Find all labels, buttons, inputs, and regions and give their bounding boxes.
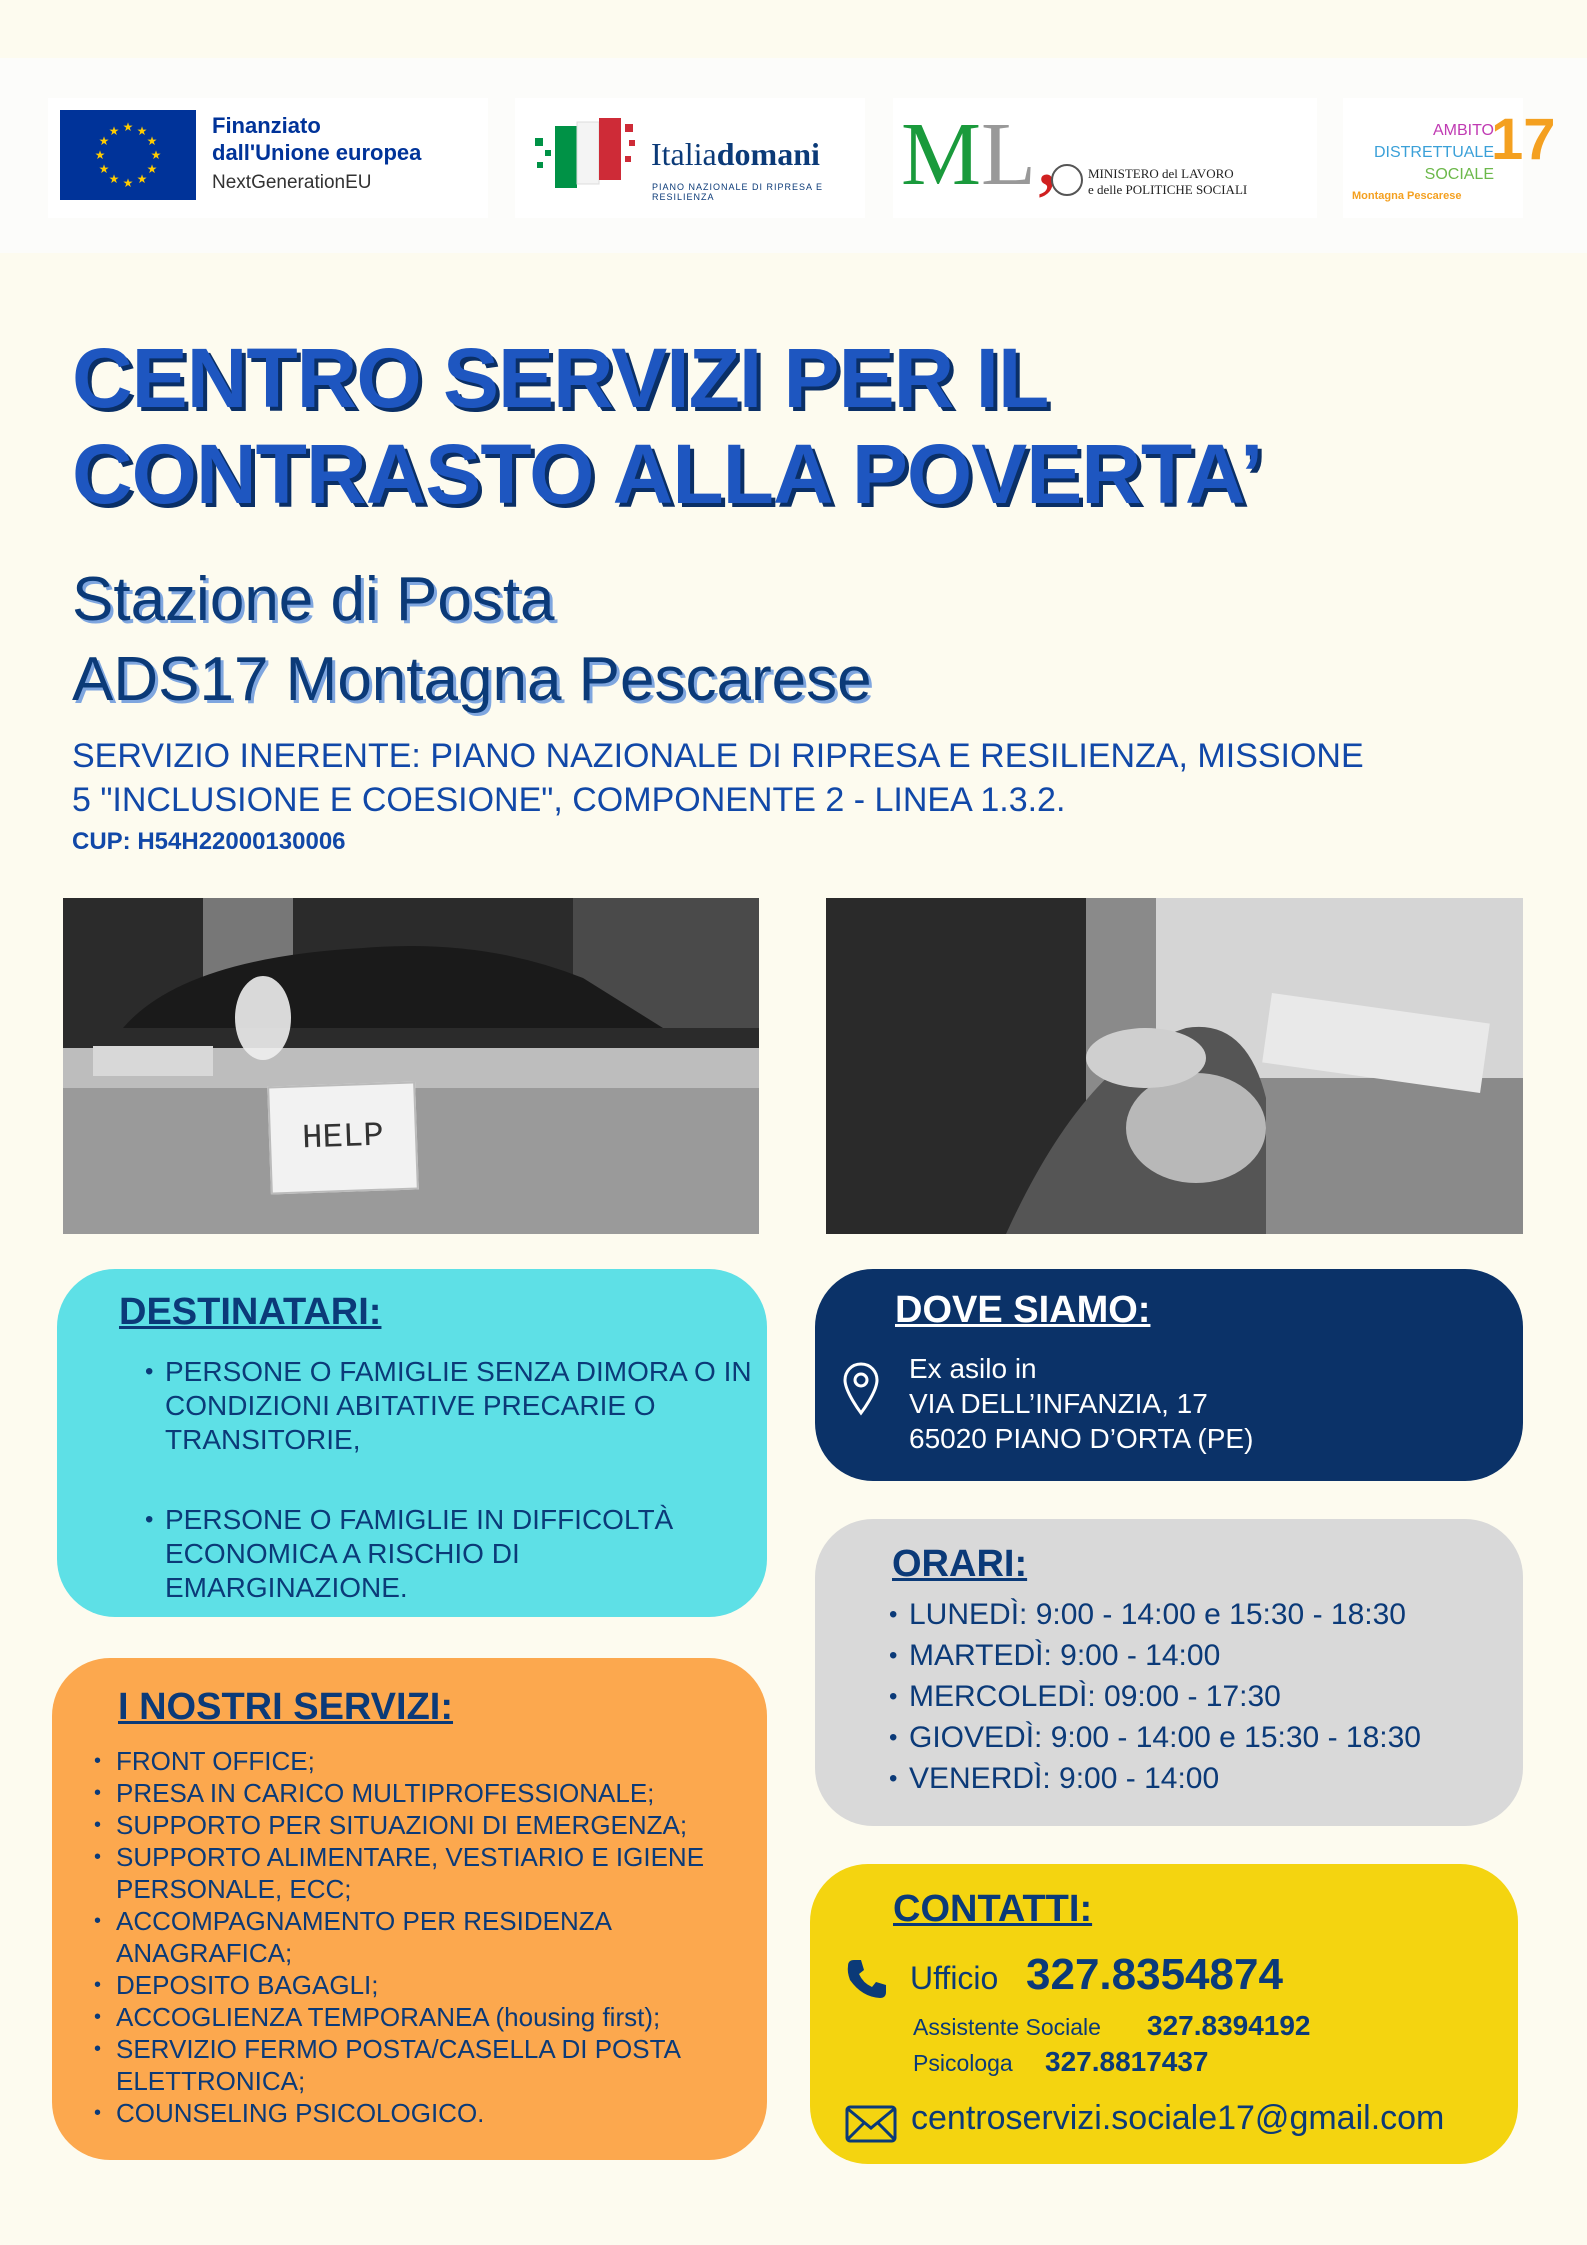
orari-title: ORARI: — [892, 1543, 1028, 1585]
list-item — [94, 1841, 756, 1905]
title-line2: CONTRASTO ALLA POVERTA’ — [72, 427, 1263, 521]
phone-icon — [844, 1956, 890, 2002]
psicologa-number[interactable]: 327.8817437 — [1045, 2046, 1209, 2077]
page-subtitle — [72, 560, 872, 720]
list-item — [94, 1809, 756, 1841]
italiadomani-prefix: Italia — [651, 136, 717, 172]
italiadomani-subtitle: PIANO NAZIONALE DI RIPRESA E RESILIENZA — [652, 182, 824, 202]
destinatari-item-text: PERSONE O FAMIGLIE SENZA DIMORA O IN CONDIZIONI ABITATIVE PRECARIE O TRANSITORIE, — [165, 1356, 752, 1455]
list-item — [94, 1905, 756, 1969]
ambito-number: 17 — [1491, 107, 1556, 172]
servizi-item-text: PRESA IN CARICO MULTIPROFESSIONALE; — [116, 1778, 655, 1808]
orari-item-text: MERCOLEDÌ: 09:00 - 17:30 — [909, 1680, 1281, 1713]
bullet-icon: • — [889, 1724, 898, 1751]
ambito-line3: SOCIALE — [1424, 166, 1494, 183]
ml-monogram-icon: ML, — [901, 105, 1059, 204]
servizi-item-text: ACCOMPAGNAMENTO PER RESIDENZA ANAGRAFICA; — [116, 1906, 611, 1968]
dove-siamo-card — [815, 1269, 1523, 1481]
svg-text:★: ★ — [146, 162, 158, 176]
orari-item-text: VENERDÌ: 9:00 - 14:00 — [909, 1762, 1220, 1795]
servizi-item-text: DEPOSITO BAGAGLI; — [116, 1970, 379, 2000]
ambito-line2: DISTRETTUALE — [1373, 144, 1494, 161]
mail-icon — [844, 2104, 898, 2144]
orari-item-text: MARTEDÌ: 9:00 - 14:00 — [909, 1639, 1221, 1672]
orari-list — [889, 1594, 1421, 1799]
contatti-title: CONTATTI: — [893, 1888, 1093, 1930]
email-link[interactable]: centroservizi.sociale17@gmail.com — [911, 2099, 1445, 2137]
servizi-title: I NOSTRI SERVIZI: — [118, 1686, 454, 1728]
bullet-icon: • — [889, 1765, 898, 1792]
bullet-icon: • — [94, 1782, 102, 1804]
servizi-item-text: SERVIZIO FERMO POSTA/CASELLA DI POSTA ELETTRONICA; — [116, 2034, 680, 2096]
svg-text:★: ★ — [98, 162, 110, 176]
bullet-icon: • — [94, 1974, 102, 1996]
bullet-icon: • — [889, 1683, 898, 1710]
ministero-text — [1088, 166, 1247, 198]
address-line2: VIA DELL’INFANZIA, 17 — [909, 1388, 1208, 1419]
bullet-icon: • — [889, 1642, 898, 1669]
servizi-item-text: ACCOGLIENZA TEMPORANEA (housing first); — [116, 2002, 661, 2032]
page-title — [72, 330, 1262, 522]
eu-funded-line1: Finanziato — [212, 113, 321, 138]
orari-item-text: GIOVEDÌ: 9:00 - 14:00 e 15:30 - 18:30 — [909, 1721, 1421, 1754]
list-item — [889, 1594, 1421, 1635]
eu-flag-icon — [60, 110, 196, 200]
address — [909, 1351, 1253, 1456]
italiadomani-title — [651, 136, 820, 173]
italiadomani-logo — [515, 98, 865, 218]
bullet-icon: • — [94, 1814, 102, 1836]
list-item — [889, 1758, 1421, 1799]
bullet-icon: • — [94, 2038, 102, 2060]
svg-text:★: ★ — [150, 148, 162, 162]
svg-text:★: ★ — [108, 124, 120, 138]
ministero-logo — [893, 98, 1317, 218]
help-sign: HELP — [267, 1081, 419, 1194]
italiadomani-bold: domani — [716, 136, 820, 172]
dove-siamo-title: DOVE SIAMO: — [895, 1289, 1151, 1331]
svg-text:★: ★ — [122, 176, 134, 190]
location-pin-icon — [841, 1361, 881, 1417]
bullet-icon: • — [94, 2006, 102, 2028]
eu-funded-line2: dall'Unione europea — [212, 140, 422, 165]
title-line1: CENTRO SERVIZI PER IL — [72, 331, 1049, 425]
list-item — [94, 2097, 756, 2129]
svg-text:★: ★ — [108, 172, 120, 186]
psicologa-label: Psicologa — [913, 2050, 1013, 2076]
ambito-logo — [1343, 98, 1556, 218]
assistente-number[interactable]: 327.8394192 — [1147, 2010, 1311, 2041]
svg-text:★: ★ — [136, 172, 148, 186]
servizi-item-text: COUNSELING PSICOLOGICO. — [116, 2098, 485, 2128]
svg-text:★: ★ — [146, 134, 158, 148]
list-item — [889, 1717, 1421, 1758]
bullet-icon: • — [145, 1506, 154, 1533]
ambito-text — [1350, 120, 1494, 186]
ufficio-number[interactable]: 327.8354874 — [1026, 1950, 1283, 1999]
contatti-card — [810, 1864, 1518, 2164]
list-item — [889, 1635, 1421, 1676]
logo-bar — [0, 58, 1587, 253]
service-description — [72, 734, 1542, 822]
bullet-icon: • — [94, 2102, 102, 2124]
svg-text:★: ★ — [122, 120, 134, 134]
eu-funded-line3: NextGenerationEU — [212, 172, 372, 193]
italiadomani-flag-icon — [525, 108, 645, 208]
svg-text:★: ★ — [136, 124, 148, 138]
ministero-line1: MINISTERO del LAVORO — [1088, 166, 1234, 181]
assistente-label: Assistente Sociale — [913, 2014, 1101, 2040]
servizi-card — [52, 1658, 767, 2160]
ambito-subtitle: Montagna Pescarese — [1352, 190, 1462, 202]
list-item — [889, 1676, 1421, 1717]
list-item — [145, 1503, 757, 1605]
svg-text:★: ★ — [98, 134, 110, 148]
list-item — [94, 1745, 756, 1777]
list-item — [94, 1777, 756, 1809]
ufficio-label: Ufficio — [910, 1960, 999, 1996]
subtitle-line1: Stazione di Posta — [72, 565, 555, 634]
service-line2: 5 "INCLUSIONE E COESIONE", COMPONENTE 2 - LINEA 1.3.2. — [72, 781, 1066, 819]
ministero-line2: e delle POLITICHE SOCIALI — [1088, 182, 1248, 197]
servizi-item-text: SUPPORTO ALIMENTARE, VESTIARIO E IGIENE PERSONALE, ECC; — [116, 1842, 705, 1904]
bullet-icon: • — [145, 1358, 154, 1385]
address-line1: Ex asilo in — [909, 1353, 1037, 1384]
bullet-icon: • — [94, 1846, 102, 1868]
destinatari-title: DESTINATARI: — [119, 1291, 382, 1333]
servizi-item-text: FRONT OFFICE; — [116, 1746, 315, 1776]
bullet-icon: • — [94, 1910, 102, 1932]
servizi-list — [94, 1745, 756, 2129]
address-line3: 65020 PIANO D’ORTA (PE) — [909, 1423, 1254, 1454]
destinatari-card — [57, 1269, 767, 1617]
eu-logo — [48, 98, 488, 218]
svg-text:★: ★ — [94, 148, 106, 162]
subtitle-line2: ADS17 Montagna Pescarese — [72, 645, 872, 714]
destinatari-item-text: PERSONE O FAMIGLIE IN DIFFICOLTÀ ECONOMICA A RISCHIO DI EMARGINAZIONE. — [165, 1504, 674, 1603]
homeless-photo — [63, 898, 759, 1234]
orari-item-text: LUNEDÌ: 9:00 - 14:00 e 15:30 - 18:30 — [909, 1598, 1406, 1631]
list-item — [94, 1969, 756, 2001]
list-item — [94, 2033, 756, 2097]
bullet-icon: • — [889, 1601, 898, 1628]
service-line1: SERVIZIO INERENTE: PIANO NAZIONALE DI RIPRESA E RESILIENZA, MISSIONE — [72, 737, 1364, 775]
ambito-line1: AMBITO — [1432, 122, 1494, 139]
destinatari-list — [107, 1355, 757, 1651]
cup-code: CUP: H54H22000130006 — [72, 828, 346, 855]
orari-card — [815, 1519, 1523, 1826]
counseling-photo — [826, 898, 1523, 1234]
bullet-icon: • — [94, 1750, 102, 1772]
list-item — [145, 1355, 757, 1457]
servizi-item-text: SUPPORTO PER SITUAZIONI DI EMERGENZA; — [116, 1810, 688, 1840]
republic-seal-icon — [1051, 164, 1083, 196]
list-item — [94, 2001, 756, 2033]
